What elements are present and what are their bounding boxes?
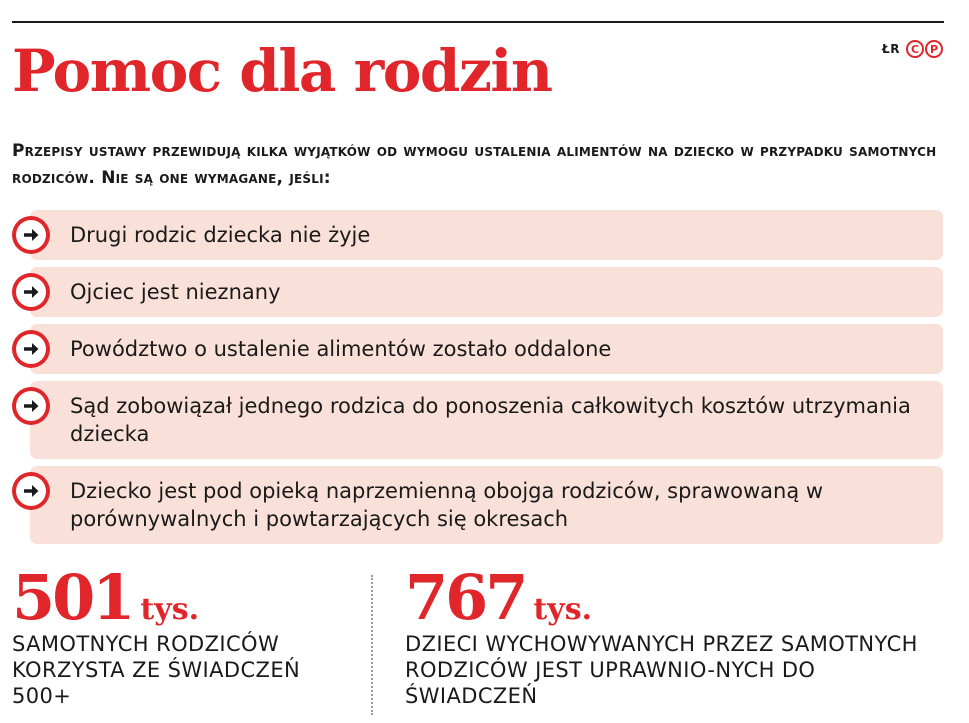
stat-description: DZIECI WYCHOWYWANYCH PRZEZ SAMOTNYCH RODZICÓW JEST UPRAWNIO-NYCH DO ŚWIADCZEŃ	[405, 632, 918, 708]
stat-single-parents	[12, 561, 357, 709]
arrow-right-icon	[12, 216, 50, 254]
arrow-right-icon	[12, 472, 50, 510]
logo-letter-c: C	[906, 40, 924, 58]
stat-value	[405, 561, 950, 634]
list-item-text: Drugi rodzic dziecka nie żyje	[70, 223, 371, 247]
stat-unit: tys.	[533, 592, 593, 627]
arrow-right-icon	[12, 273, 50, 311]
list-item	[30, 267, 943, 317]
stat-number: 501	[12, 561, 133, 634]
arrow-right-icon	[12, 387, 50, 425]
stat-number: 767	[405, 561, 526, 634]
logo-letter-p: P	[925, 40, 943, 58]
stat-children	[405, 561, 950, 709]
author-initials: ŁR	[882, 42, 900, 56]
arrow-right-icon	[12, 330, 50, 368]
list-item	[30, 381, 943, 459]
list-item-text: Powództwo o ustalenie alimentów zostało oddalone	[70, 337, 612, 361]
list-item-text: Dziecko jest pod opieką naprzemienną obojga rodziców, sprawowaną w porównywalnych i powtarzających się okresach	[70, 479, 824, 531]
list-item	[30, 466, 943, 544]
credit	[882, 40, 943, 58]
list-item	[30, 324, 943, 374]
intro-text: Przepisy ustawy przewidują kilka wyjątków od wymogu ustalenia alimentów na dziecko w przypadku samotnych rodziców. Nie są one wymagane, jeśli:	[12, 141, 937, 188]
stat-unit: tys.	[140, 592, 200, 627]
list-item-text: Sąd zobowiązał jednego rodzica do ponoszenia całkowitych kosztów utrzymania dziecka	[70, 394, 911, 446]
top-rule	[12, 21, 944, 23]
stat-divider	[371, 575, 373, 715]
stat-value	[12, 561, 357, 634]
list-item	[30, 210, 943, 260]
list-item-text: Ojciec jest nieznany	[70, 280, 281, 304]
stat-description: SAMOTNYCH RODZICÓW KORZYSTA ZE ŚWIADCZEŃ 500+	[12, 632, 301, 708]
page-title: Pomoc dla rodzin	[12, 37, 552, 105]
publisher-logo	[906, 40, 943, 58]
